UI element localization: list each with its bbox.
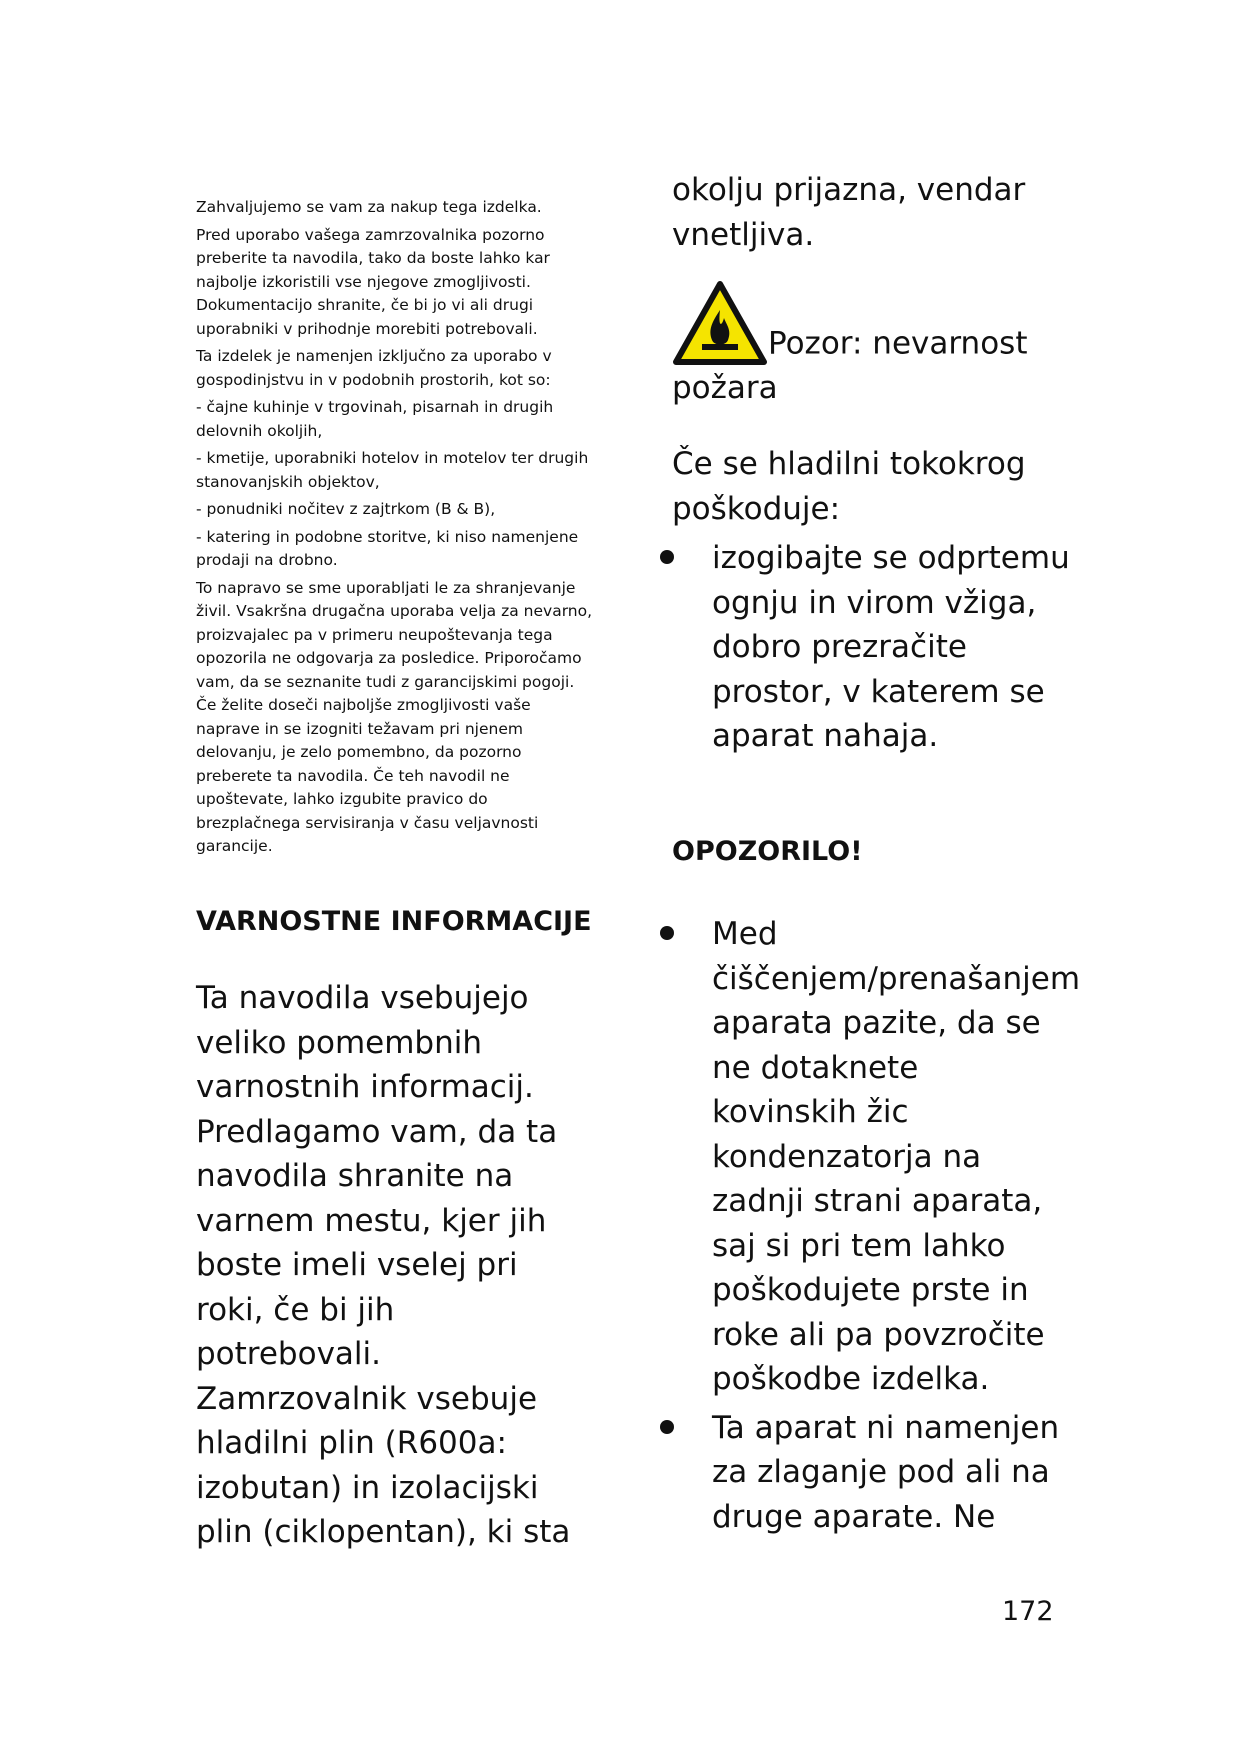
list-item — [672, 1406, 1072, 1540]
intro-text — [196, 196, 596, 859]
warning-list — [672, 912, 1081, 1543]
page-number: 172 — [1002, 1596, 1054, 1627]
bullet-icon — [660, 926, 674, 940]
safety-body: Ta navodila vsebujejo veliko pomembnih varnostnih informacij. Predlagamo vam, da ta navodila shranite na varnem mestu, kjer jih boste imeli vselej pri roki, če bi jih potrebovali. Zamrzovalnik vsebuje hladilni plin (R600a: izobutan) in izolacijski plin (ciklopentan), ki sta — [196, 980, 571, 1550]
intro-line: - kmetije, uporabniki hotelov in motelov ter drugih stanovanjskih objektov, — [196, 449, 589, 491]
bullet-icon — [660, 550, 674, 564]
list-item-text: izogibajte se odprtemu ognju in virom vžiga, dobro prezračite prostor, v katerem se aparat nahaja. — [712, 540, 1070, 754]
intro-line: Zahvaljujemo se vam za nakup tega izdelka. — [196, 198, 542, 216]
fire-warning — [672, 280, 1092, 411]
intro-line: Pred uporabo vašega zamrzovalnika pozorno preberite ta navodila, tako da boste lahko kar najbolje izkoristili vse njegove zmogljivosti. Dokumentacijo shranite, če bi jo vi ali drugi uporabniki v prihodnje morebiti potrebovali. — [196, 225, 550, 338]
continuation-text — [672, 168, 1092, 257]
intro-line: - čajne kuhinje v trgovinah, pisarnah in drugih delovnih okoljih, — [196, 398, 554, 440]
bullet-icon — [660, 1420, 674, 1434]
circuit-intro: Če se hladilni tokokrog poškoduje: — [672, 446, 1026, 527]
list-item-text: Ta aparat ni namenjen za zlaganje pod ali na druge aparate. Ne — [712, 1409, 1060, 1535]
safety-heading: VARNOSTNE INFORMACIJE — [196, 906, 592, 937]
intro-line: - ponudniki nočitev z zajtrkom (B & B), — [196, 500, 496, 518]
warning-heading: OPOZORILO! — [672, 836, 863, 867]
list-item — [672, 912, 1081, 1402]
intro-line: - katering in podobne storitve, ki niso namenjene prodaji na drobno. — [196, 527, 579, 569]
intro-line: To napravo se sme uporabljati le za shranjevanje živil. Vsakršna drugačna uporaba velja za nevarno, proizvajalec pa v primeru neupoštevanja tega opozorila ne odgovarja za posledice. Priporočamo vam, da se seznanite tudi z garancijskimi pogoji. Če želite doseči najboljše zmogljivosti vaše naprave in se izogniti težavam pri njenem delovanju, je zelo pomembno, da pozorno preberete ta navodila. Če teh navodil ne upoštevate, lahko izgubite pravico do brezplačnega servisiranja v času veljavnosti garancije. — [196, 578, 593, 855]
fire-hazard-icon — [672, 280, 768, 366]
list-item — [672, 536, 1072, 759]
intro-line: Ta izdelek je namenjen izključno za uporabo v gospodinjstvu in v podobnih prostorih, kot so: — [196, 347, 552, 389]
list-item-text: Med čiščenjem/prenašanjem aparata pazite, da se ne dotaknete kovinskih žic kondenzatorja na zadnji strani aparata, saj si pri tem lahko poškodujete prste in roke ali pa povzročite poškodbe izdelka. — [712, 916, 1081, 1397]
circuit-list — [672, 536, 1072, 759]
fire-warning-text: Pozor: nevarnost požara — [672, 325, 1028, 406]
continuation-line: okolju prijazna, vendar vnetljiva. — [672, 172, 1026, 253]
